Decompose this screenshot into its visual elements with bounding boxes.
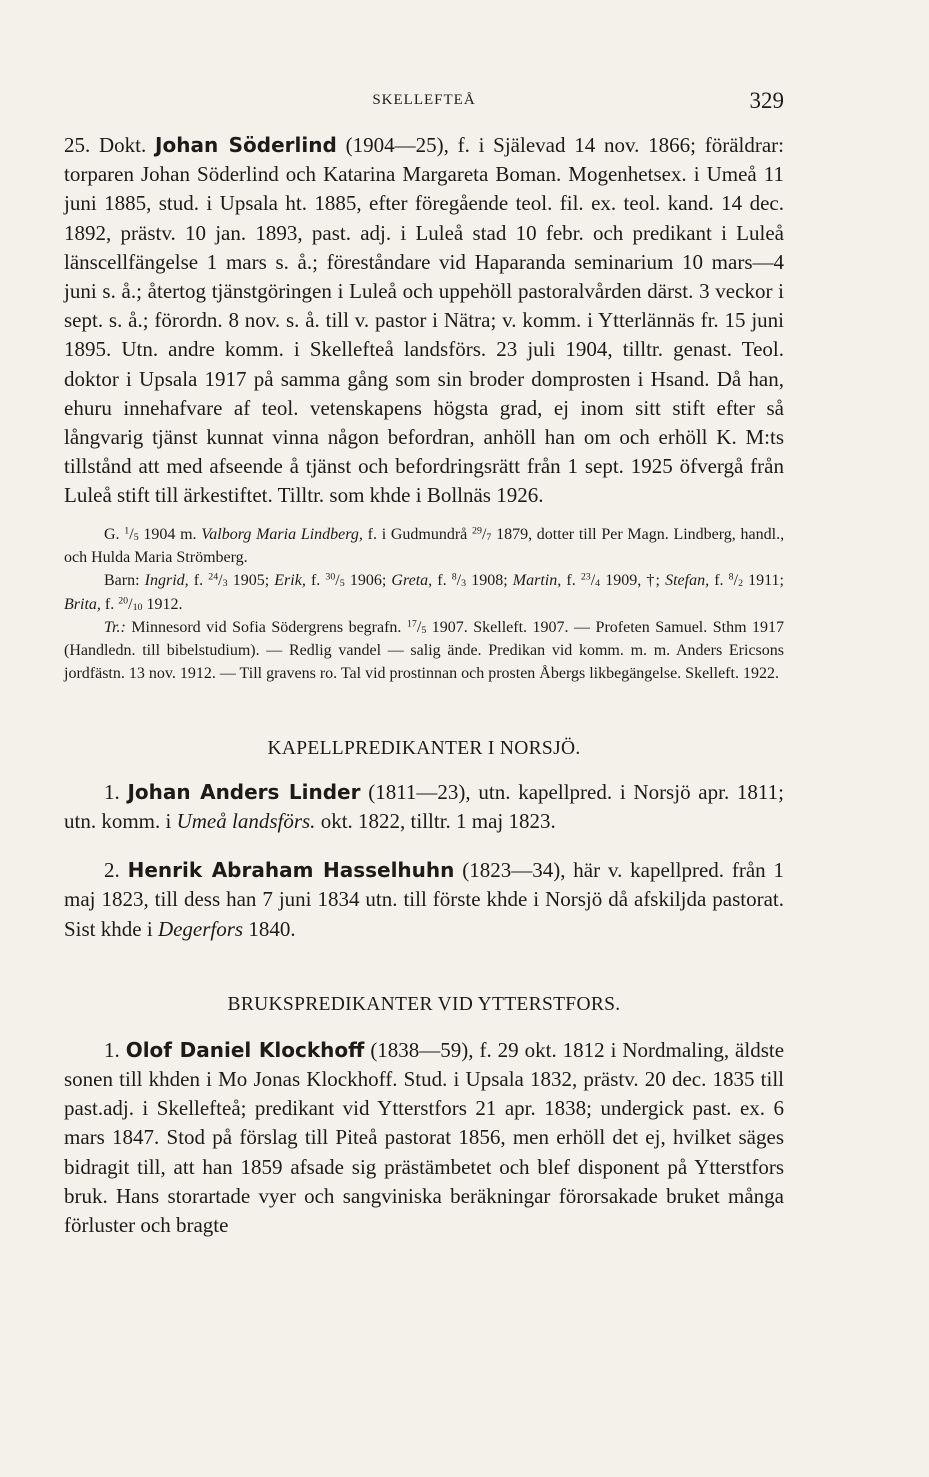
marriage-note: G. $^1/_5$ 1904 m. Valborg Maria Lindberg, f. i Gudmundrå $^{29}/_7$ 1879, dotter till Per Magn. Lindberg, handl., och Hulda Maria Strömberg. bbox=[64, 525, 785, 566]
place-name: Degerfors bbox=[157, 916, 244, 941]
wife-name: Valborg Maria Lindberg, bbox=[201, 525, 363, 543]
entry-norsjo-2: 2. Henrik Abraham Hasselhuhn (1823—34), här v. kapellpred. från 1 maj 1823, till dess han 7 juni 1834 utn. till förste khde i Norsjö då afskiljda pastorat. Sist khde i Degerfors 1840. bbox=[64, 858, 785, 941]
person-name: Johan Anders Linder bbox=[127, 779, 361, 804]
section-heading-ytterstfors: BRUKSPREDIKANTER VID YTTERSTFORS. bbox=[227, 993, 621, 1015]
person-name: Johan Söderlind bbox=[155, 133, 337, 157]
section-heading-norsjo: KAPELLPREDIKANTER I NORSJÖ. bbox=[267, 737, 581, 759]
children-note: Barn: Ingrid, f. $^{24}/_3$ 1905; Erik, f. $^{30}/_5$ 1906; Greta, f. $^8/_3$ 1908; Martin, f. $^{23}/_4$ 1909, †; Stefan, f. $^8/_2$ 1911; Brita, f. $^{20}/_{10}$ 1912. bbox=[64, 571, 784, 613]
running-title: SKELLEFTEÅ bbox=[372, 92, 476, 108]
entry-norsjo-1: 1. Johan Anders Linder (1811—23), utn. kapellpred. i Norsjö apr. 1811; utn. komm. i Umeå landsförs. okt. 1822, tilltr. 1 maj 1823. bbox=[64, 779, 784, 833]
person-name: Olof Daniel Klockhoff bbox=[125, 1037, 365, 1062]
entry-prefix: Dokt. bbox=[99, 133, 147, 157]
text-column bbox=[64, 131, 784, 1240]
entry-25 bbox=[64, 131, 784, 511]
page-number: 329 bbox=[749, 88, 784, 113]
printed-works-note: Tr.: Minnesord vid Sofia Södergrens begrafn. $^{17}/_5$ 1907. Skelleft. 1907. — Profeten Samuel. Sthm 1917 (Handledn. till bibelstudium). — Redlig vandel — salig ände. Predikan vid komm. m. m. Anders Ericsons jordfästn. 13 nov. 1912. — Till gravens ro. Tal vid prostinnan och prosten Åbergs likbegängelse. Skelleft. 1922. bbox=[64, 618, 785, 683]
entry-ytterstfors-1: 1. Olof Daniel Klockhoff (1838—59), f. 29 okt. 1812 i Nordmaling, äldste sonen till khden i Mo Jonas Klockhoff. Stud. i Upsala 1832, prästv. 20 dec. 1835 till past.adj. i Skellefteå; predikant vid Ytterstfors 21 apr. 1838; undergick past. ex. 6 mars 1847. Stod på förslag till Piteå pastorat 1856, men erhöll det ej, hvilket säges bidragit till, att han 1859 afsade sig prästämbetet och blef disponent på Ytterstfors bruk. Hans storartade vyer och sangviniska beräkningar förorsakade bruket många förluster och bragte bbox=[64, 1037, 785, 1237]
person-name: Henrik Abraham Hasselhuhn bbox=[127, 858, 455, 883]
entry-number: 25. bbox=[64, 133, 91, 157]
page-header bbox=[64, 88, 784, 118]
entry-text: (1904—25), f. i Själevad 14 nov. 1866; föräldrar: torparen Johan Söderlind och Katarina Margareta Boman. Mogenhetsex. i Umeå 11 juni 1885, stud. i Upsala ht. 1885, efter föregående teol. fil. ex. teol. kand. 14 dec. 1892, prästv. 10 jan. 1893, past. adj. i Luleå stad 10 febr. och predikant i Luleå länscellfängelse 1 mars s. å.; föreståndare vid Haparanda seminarium 10 mars—4 juni s. å.; återtog tjänstgöringen i Luleå och uppehöll pastoralvården därst. 3 veckor i sept. s. å.; förordn. 8 nov. s. å. till v. pastor i Nätra; v. komm. i Ytterlännäs fr. 15 juni 1895. Utn. andre komm. i Skellefteå landsförs. 23 juli 1904, tilltr. genast. Teol. doktor i Upsala 1917 på samma gång som sin broder domprosten i Hsand. Då han, ehuru innehafvare af teol. vetenskapens högsta grad, ej inom sitt stift efter så långvarig tjänst kunnat vinna någon befordran, anhöll han om och erhöll K. M:ts tillstånd att med afseende å tjänst och befordringsrätt från 1 sept. 1925 öfvergå från Luleå stift till ärkestiftet. Tilltr. som khde i Bollnäs 1926. bbox=[64, 133, 785, 508]
place-name: Umeå landsförs. bbox=[176, 808, 316, 833]
